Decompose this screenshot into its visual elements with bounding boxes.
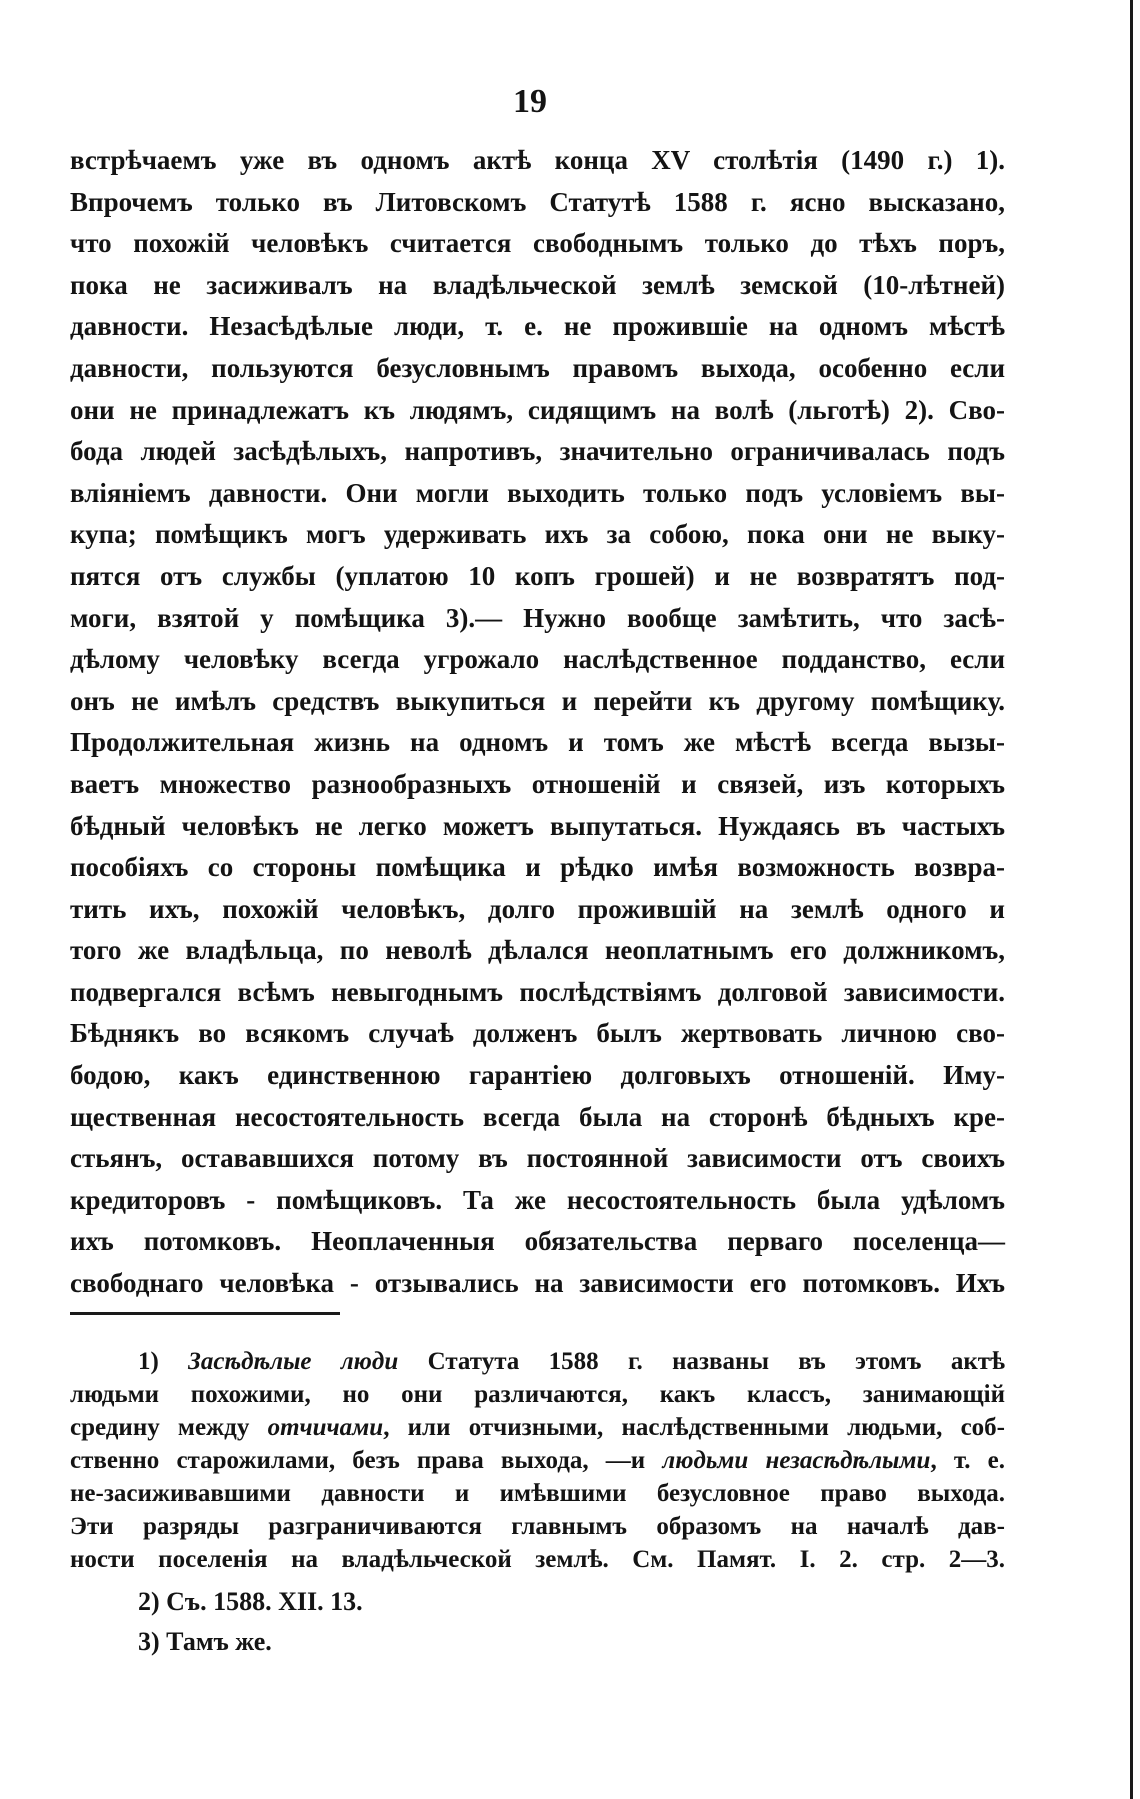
text-line: бода людей засѣдѣлыхъ, напротивъ, значительно ограничивалась подъ (70, 436, 1005, 467)
footnote-2: 2) Съ. 1588. XII. 13. (138, 1587, 363, 1616)
footnote-italic-term: Засѣдѣлые люди (188, 1348, 399, 1375)
text-line: что похожій человѣкъ считается свободнымъ только до тѣхъ поръ, (70, 228, 1005, 259)
footnote-text: , т. е. (930, 1447, 1006, 1474)
page-edge-rule (1130, 0, 1133, 1799)
text-line: встрѣчаемъ уже въ одномъ актѣ конца XV столѣтія (1490 г.) 1). (70, 145, 1005, 175)
footnotes (70, 1345, 1005, 1662)
text-line: того же владѣльца, по неволѣ дѣлался неоплатнымъ его должникомъ, (70, 935, 1005, 966)
text-line: Впрочемъ только въ Литовскомъ Статутѣ 1588 г. ясно высказано, (70, 186, 1005, 217)
text-line: стьянъ, остававшихся потому въ постоянной зависимости отъ своихъ (70, 1143, 1005, 1174)
footnote-text: Статута 1588 г. названы въ этомъ актѣ (427, 1348, 1006, 1375)
main-text (70, 140, 1005, 1305)
text-line: давности. Незасѣдѣлые люди, т. е. не прожившіе на одномъ мѣстѣ (70, 311, 1005, 342)
footnote-1-line (70, 1345, 1005, 1378)
text-line: они не принадлежатъ къ людямъ, сидящимъ на волѣ (льготѣ) 2). Сво- (70, 394, 1005, 425)
footnote-1-line (70, 1411, 1005, 1444)
footnote-text: ственно старожилами, безъ права выхода, —и (70, 1447, 646, 1474)
footnote-italic-term: людьми незасѣдѣлыми (662, 1447, 931, 1474)
text-line: подвергался всѣмъ невыгоднымъ послѣдствіямъ долговой зависимости. (70, 976, 1005, 1007)
footnote-3: 3) Тамъ же. (138, 1627, 272, 1656)
text-line: пятся отъ службы (уплатою 10 копъ грошей) и не возвратятъ под- (70, 560, 1005, 591)
text-line: кредиторовъ - помѣщиковъ. Та же несостоятельность была удѣломъ (70, 1184, 1005, 1215)
footnote-1-line (70, 1444, 1005, 1477)
text-line: пока не засиживалъ на владѣльческой землѣ земской (10-лѣтней) (70, 269, 1005, 300)
footnote-1-line: людьми похожими, но они различаются, какъ классъ, занимающій (70, 1381, 1005, 1408)
text-line: бѣдный человѣкъ не легко можетъ выпутаться. Нуждаясь въ частыхъ (70, 810, 1005, 841)
text-line: бодою, какъ единственною гарантіею долговыхъ отношеній. Иму- (70, 1060, 1005, 1091)
text-line: купа; помѣщикъ могъ удерживать ихъ за собою, пока они не выку- (70, 519, 1005, 550)
text-line: давности, пользуются безусловнымъ правомъ выхода, особенно если (70, 352, 1005, 383)
text-line: Бѣднякъ во всякомъ случаѣ долженъ былъ жертвовать личною сво- (70, 1018, 1005, 1049)
text-line: свободнаго человѣка - отзывались на зависимости его потомковъ. Ихъ (70, 1268, 1005, 1299)
text-line: Продолжительная жизнь на одномъ и томъ же мѣстѣ всегда вызы- (70, 727, 1005, 758)
footnote-marker: 1) (138, 1348, 159, 1375)
text-line: ваетъ множество разнообразныхъ отношеній и связей, изъ которыхъ (70, 768, 1005, 799)
text-line: ихъ потомковъ. Неоплаченныя обязательства перваго поселенца— (70, 1226, 1005, 1257)
text-line: тить ихъ, похожій человѣкъ, долго прожившій на землѣ одного и (70, 893, 1005, 924)
text-line: щественная несостоятельность всегда была на сторонѣ бѣдныхъ кре- (70, 1101, 1005, 1132)
text-line: моги, взятой у помѣщика 3).— Нужно вообще замѣтить, что засѣ- (70, 602, 1005, 633)
footnote-text: , или отчизными, наслѣдственными людьми, соб- (383, 1414, 1006, 1441)
text-line: вліяніемъ давности. Они могли выходить только подъ условіемъ вы- (70, 477, 1005, 508)
text-line: пособіяхъ со стороны помѣщика и рѣдко имѣя возможность возвра- (70, 852, 1005, 883)
footnote-separator (70, 1312, 340, 1315)
footnote-1-line: Эти разряды разграничиваются главнымъ образомъ на началѣ дав- (70, 1513, 1005, 1540)
footnote-text: средину между (70, 1414, 250, 1441)
footnote-1-line: не-засиживавшими давности и имѣвшими безусловное право выхода. (70, 1480, 1005, 1507)
footnote-1-line: ности поселенія на владѣльческой землѣ. См. Памят. I. 2. стр. 2—3. (70, 1546, 1005, 1573)
page-number: 19 (513, 83, 547, 120)
text-line: дѣлому человѣку всегда угрожало наслѣдственное подданство, если (70, 644, 1005, 675)
footnote-italic-term: отчичами (267, 1414, 384, 1441)
text-line: онъ не имѣлъ средствъ выкупиться и перейти къ другому помѣщику. (70, 685, 1005, 716)
